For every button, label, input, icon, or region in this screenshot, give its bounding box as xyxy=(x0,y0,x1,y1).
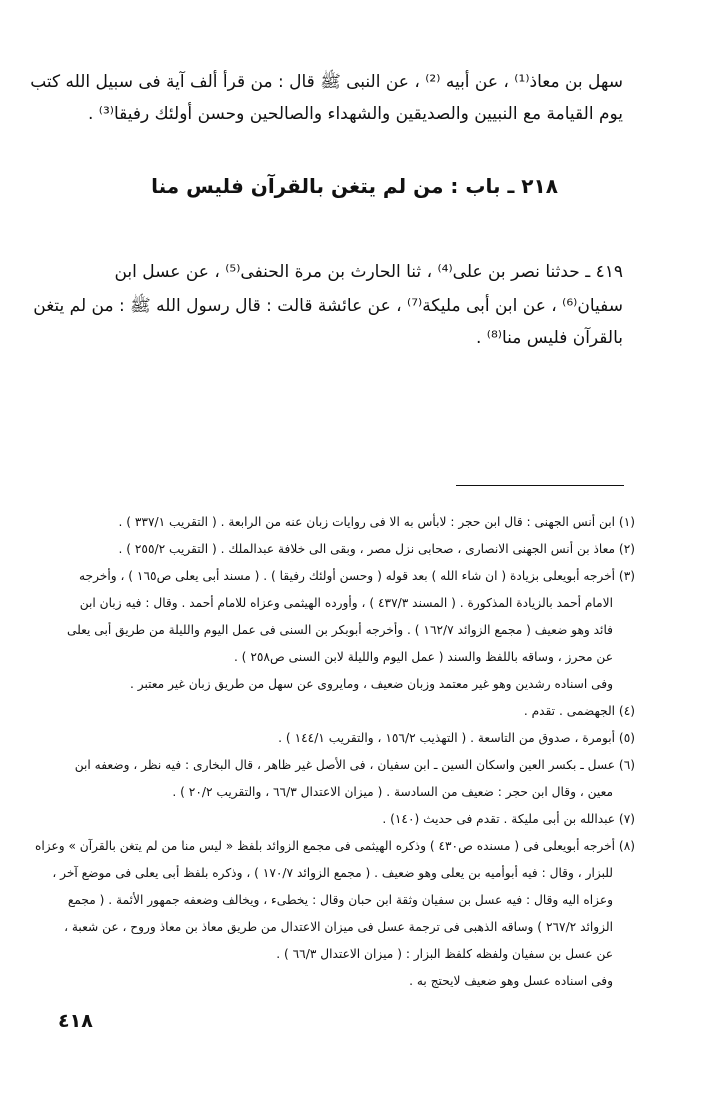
hadith-419-line-1: ٤١٩ ـ حدثنا نصر بن على⁽⁴⁾ ، ثنا الحارث بن مرة الحنفى⁽⁵⁾ ، عن عسل ابن xyxy=(114,262,623,282)
footnote-3-cont-4: وفى اسناده رشدين وهو غير معتمد وزبان ضعيف ، ومايروى عن سهل من طريق زبان غير معتبر . xyxy=(129,677,613,691)
hadith-419-line-2: سفيان⁽⁶⁾ ، عن ابن أبى مليكة⁽⁷⁾ ، عن عائشة قالت : قال رسول الله ﷺ : من لم يتغن xyxy=(33,296,623,316)
footnote-8-cont-1: للبزار ، وقال : فيه أبوأميه بن يعلى وهو ضعيف . ( مجمع الزوائد ١٧٠/٧ ) ، وذكره بلفظ أبى يعلى فى موضع آخر ، xyxy=(52,866,613,880)
footnote-2: (٢) معاذ بن أنس الجهنى الانصارى ، صحابى نزل مصر ، وبقى الى خلافة عبدالملك . ( التقريب ٢٥٥/٢ ) . xyxy=(118,542,635,556)
footnote-8-cont-2: وعزاه اليه وقال : فيه عسل بن سفيان وثقة ابن حبان وقال : يخطىء ، ويخالف وضعفه جمهور الأئمة . ( مجمع xyxy=(67,893,613,907)
footnote-8-cont-4: عن عسل بن سفيان ولفظه كلفظ البزار : ( ميزان الاعتدال ٦٦/٣ ) . xyxy=(276,947,613,961)
footnote-8-cont-3: الزوائد ٢٦٧/٢ ) وساقه الذهبى فى ترجمة عسل فى ميزان الاعتدال من طريق معاذ بن معاذ وروح ، عن شعبة ، xyxy=(64,920,613,934)
footnote-7: (٧) عبدالله بن أبى مليكة . تقدم فى حديث (١٤٠) . xyxy=(382,812,635,826)
footnote-4: (٤) الجهضمى . تقدم . xyxy=(523,704,635,718)
hadith-418-line-2: يوم القيامة مع النبيين والصديقين والشهداء والصالحين وحسن أولئك رفيقا⁽³⁾ . xyxy=(87,104,623,124)
footnote-8: (٨) أخرجه أبويعلى فى ( مسنده ص٤٣٠ ) وذكره الهيثمى فى مجمع الزوائد بلفظ « ليس منا من لم يتغن بالقرآن » وعزاه xyxy=(34,839,635,853)
footnote-3: (٣) أخرجه أبويعلى بزيادة ( ان شاء الله ) بعد قوله ( وحسن أولئك رفيقا ) . ( مسند أبى يعلى ص١٦٥ ) ، وأخرجه xyxy=(79,569,635,583)
footnote-6-cont-1: معين ، وقال ابن حجر : ضعيف من السادسة . ( ميزان الاعتدال ٦٦/٣ ، والتقريب ٢٠/٢ ) . xyxy=(172,785,613,799)
footnote-1: (١) ابن أنس الجهنى : قال ابن حجر : لابأس به الا فى روايات زبان عنه من الرابعة . ( التقريب ٣٣٧/١ ) . xyxy=(118,515,635,529)
hadith-419-line-3: بالقرآن فليس منا⁽⁸⁾ . xyxy=(475,328,623,348)
hadith-418-line-1: سهل بن معاذ⁽¹⁾ ، عن أبيه ⁽²⁾ ، عن النبى ﷺ قال : من قرأ ألف آية فى سبيل الله كتب xyxy=(30,72,623,92)
footnote-3-cont-2: فائد وهو ضعيف ( مجمع الزوائد ١٦٢/٧ ) . وأخرجه أبوبكر بن السنى فى عمل اليوم والليلة من طريق أبى يعلى xyxy=(66,623,613,637)
footnote-5: (٥) أبومرة ، صدوق من التاسعة . ( التهذيب ١٥٦/٢ ، والتقريب ١٤٤/١ ) . xyxy=(278,731,635,745)
footnote-3-cont-1: الامام أحمد بالزيادة المذكورة . ( المسند ٤٣٧/٣ ) ، وأورده الهيثمى وعزاه للامام أحمد . وقال : فيه زبان ابن xyxy=(79,596,613,610)
footnote-3-cont-3: عن محرز ، وساقه باللفظ والسند ( عمل اليوم والليلة لابن السنى ص٢٥٨ ) . xyxy=(233,650,613,664)
page-number: ٤١٨ xyxy=(58,1010,93,1032)
chapter-title: ٢١٨ ـ باب : من لم يتغن بالقرآن فليس منا xyxy=(151,174,558,198)
footnote-separator xyxy=(456,485,624,486)
footnote-6: (٦) عسل ـ بكسر العين واسكان السين ـ ابن سفيان ، فى الأصل غير ظاهر ، قال البخارى : فيه نظر ، وضعفه ابن xyxy=(74,758,635,772)
footnote-8-cont-5: وفى اسناده عسل وهو ضعيف لايحتج به . xyxy=(409,974,613,988)
